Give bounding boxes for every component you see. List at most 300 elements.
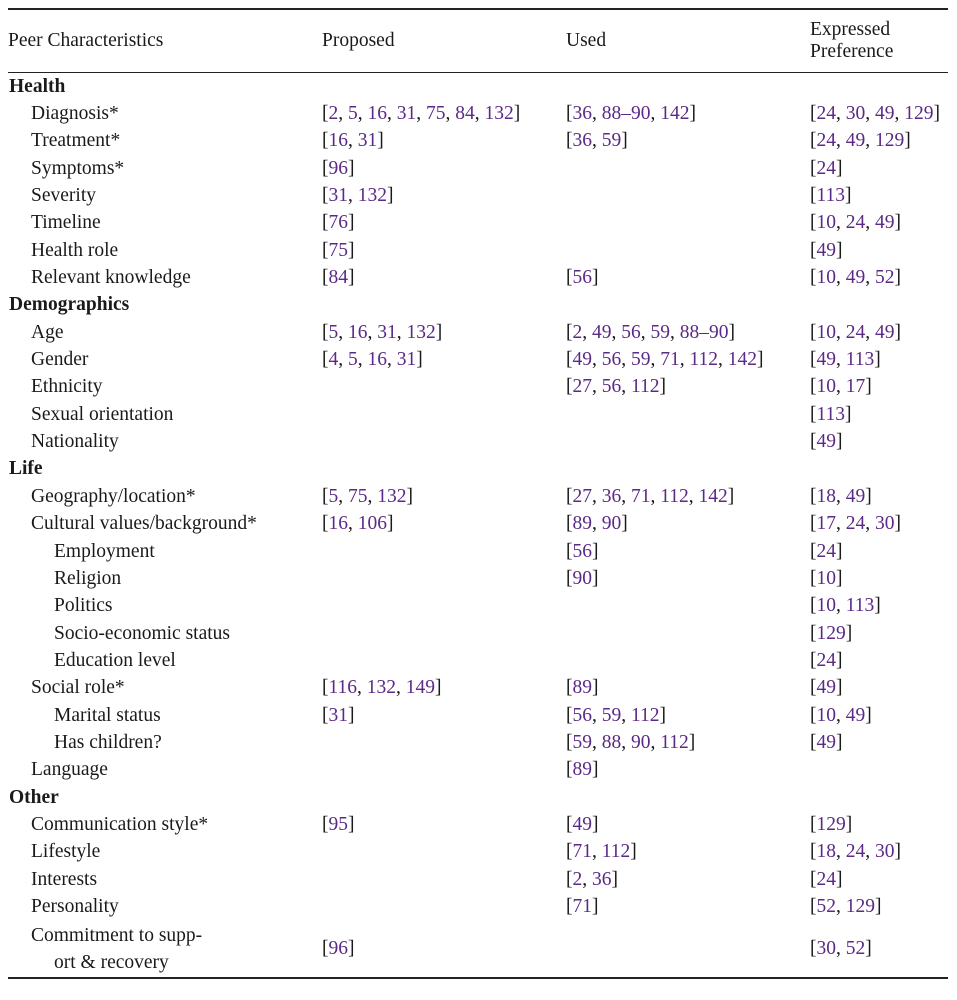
bracket-close: ] xyxy=(377,130,384,152)
bracket-close: ] xyxy=(630,841,637,863)
header-characteristic: Peer Characteristics xyxy=(8,30,164,51)
bracket-close: ] xyxy=(659,704,667,726)
reference-link[interactable]: 84 xyxy=(328,267,348,289)
reference-link[interactable]: 4 xyxy=(328,349,339,371)
table-body xyxy=(8,73,948,977)
reference-link[interactable]: 88 xyxy=(601,731,622,753)
separator: , xyxy=(387,103,397,125)
bracket-open: [ xyxy=(322,157,329,179)
bracket-close: ] xyxy=(845,403,852,425)
bracket-close: ] xyxy=(416,349,423,371)
expressed-citations xyxy=(810,866,948,893)
reference-link[interactable]: 59 xyxy=(601,130,622,152)
reference-link[interactable]: 129 xyxy=(875,130,905,152)
reference-link[interactable]: 52 xyxy=(845,937,866,959)
reference-link[interactable]: 89 xyxy=(572,759,592,781)
reference-link[interactable]: 31 xyxy=(377,321,397,343)
bracket-open: [ xyxy=(566,704,573,726)
reference-link[interactable]: 132 xyxy=(366,677,397,699)
reference-link[interactable]: 132 xyxy=(406,321,436,343)
reference-link[interactable]: 36 xyxy=(572,130,592,152)
proposed-citations xyxy=(322,757,566,784)
expressed-citations xyxy=(810,319,948,346)
reference-link[interactable]: 2 xyxy=(572,321,583,343)
bracket-open: [ xyxy=(810,431,817,453)
expressed-citations xyxy=(810,155,948,182)
reference-link[interactable]: 142 xyxy=(660,103,690,125)
table-row xyxy=(8,538,948,565)
separator: , xyxy=(621,485,631,507)
header-proposed: Proposed xyxy=(322,30,395,51)
reference-link[interactable]: 30 xyxy=(875,841,895,863)
separator: , xyxy=(592,731,602,753)
reference-link[interactable]: 112 xyxy=(631,704,660,726)
bracket-close: ] xyxy=(836,731,843,753)
proposed-citations xyxy=(322,811,566,838)
bracket-close: ] xyxy=(592,813,599,835)
expressed-citations xyxy=(810,182,948,209)
bracket-close: ] xyxy=(348,813,355,835)
reference-link[interactable]: 56 xyxy=(621,321,641,343)
reference-link[interactable]: 56 xyxy=(572,540,592,562)
reference-link[interactable]: 18 xyxy=(816,841,836,863)
bracket-open: [ xyxy=(566,567,573,589)
reference-link[interactable]: 10 xyxy=(816,376,836,398)
expressed-citations xyxy=(810,538,948,565)
separator: , xyxy=(836,895,846,917)
reference-link[interactable]: 84 xyxy=(455,103,475,125)
used-citations xyxy=(566,483,810,510)
table-row xyxy=(8,647,948,674)
bracket-close: ] xyxy=(894,212,901,234)
reference-link[interactable]: 49 xyxy=(816,431,836,453)
reference-link[interactable]: 2 xyxy=(328,103,339,125)
separator: , xyxy=(592,376,602,398)
reference-link[interactable]: 5 xyxy=(348,103,358,125)
separator: , xyxy=(650,103,661,125)
header-expressed-preference: Expressed Preference xyxy=(810,19,894,62)
reference-link[interactable]: 49 xyxy=(845,704,866,726)
reference-link[interactable]: 10 xyxy=(816,567,836,589)
characteristic-label: Relevant knowledge xyxy=(31,267,191,289)
table-row xyxy=(8,100,948,127)
proposed-citations xyxy=(322,675,566,702)
expressed-citations xyxy=(810,264,948,291)
reference-link[interactable]: 90 xyxy=(601,513,622,535)
proposed-citations xyxy=(322,483,566,510)
reference-link[interactable]: 27 xyxy=(572,376,592,398)
separator: , xyxy=(865,513,875,535)
bracket-open: [ xyxy=(322,813,329,835)
reference-link[interactable]: 24 xyxy=(845,841,866,863)
bracket-close: ] xyxy=(894,321,901,343)
proposed-citations xyxy=(322,893,566,920)
proposed-citations xyxy=(322,511,566,538)
bracket-close: ] xyxy=(513,103,521,125)
expressed-citations xyxy=(810,100,948,127)
reference-link[interactable]: 75 xyxy=(328,239,348,261)
reference-link[interactable]: 36 xyxy=(601,485,622,507)
reference-link[interactable]: 24 xyxy=(845,212,866,234)
reference-link[interactable]: 71 xyxy=(660,349,680,371)
reference-link[interactable]: 106 xyxy=(357,513,387,535)
reference-link[interactable]: 89 xyxy=(572,513,592,535)
proposed-citations xyxy=(322,346,566,373)
separator: , xyxy=(592,485,602,507)
expressed-citations xyxy=(810,757,948,784)
expressed-citations xyxy=(810,401,948,428)
reference-link[interactable]: 96 xyxy=(328,157,348,179)
reference-link[interactable]: 18 xyxy=(816,485,836,507)
reference-link[interactable]: 89 xyxy=(572,677,592,699)
reference-link[interactable]: 88–90 xyxy=(601,103,651,125)
separator: , xyxy=(348,130,358,152)
reference-link[interactable]: 49 xyxy=(572,349,592,371)
reference-link[interactable]: 10 xyxy=(816,212,836,234)
reference-link[interactable]: 27 xyxy=(572,485,592,507)
reference-link[interactable]: 112 xyxy=(660,731,689,753)
proposed-citations xyxy=(322,729,566,756)
separator: , xyxy=(338,349,348,371)
reference-link[interactable]: 95 xyxy=(328,813,348,835)
separator: , xyxy=(367,485,378,507)
reference-link[interactable]: 88–90 xyxy=(679,321,729,343)
separator: , xyxy=(582,868,592,890)
reference-link[interactable]: 10 xyxy=(816,267,836,289)
characteristic-label: Ethnicity xyxy=(31,376,103,398)
reference-link[interactable]: 16 xyxy=(328,513,348,535)
characteristic-label: Education level xyxy=(54,649,176,671)
bottom-rule xyxy=(8,977,948,979)
bracket-open: [ xyxy=(322,349,329,371)
bracket-close: ] xyxy=(406,485,413,507)
bracket-open: [ xyxy=(566,540,573,562)
bracket-close: ] xyxy=(592,267,599,289)
expressed-citations xyxy=(810,374,948,401)
bracket-open: [ xyxy=(322,103,329,125)
reference-link[interactable]: 24 xyxy=(816,540,836,562)
reference-link[interactable]: 30 xyxy=(816,937,836,959)
reference-link[interactable]: 49 xyxy=(845,485,866,507)
separator: , xyxy=(679,349,690,371)
reference-link[interactable]: 24 xyxy=(816,103,836,125)
reference-link[interactable]: 71 xyxy=(572,895,592,917)
reference-link[interactable]: 113 xyxy=(816,403,846,425)
section-heading: Life xyxy=(9,458,43,480)
bracket-open: [ xyxy=(566,513,573,535)
used-citations xyxy=(566,100,810,127)
table-body-wrap xyxy=(8,73,948,977)
proposed-citations xyxy=(322,401,566,428)
reference-link[interactable]: 16 xyxy=(348,321,368,343)
reference-link[interactable]: 31 xyxy=(357,130,378,152)
reference-link[interactable]: 16 xyxy=(328,130,348,152)
reference-link[interactable]: 24 xyxy=(816,649,836,671)
table-row xyxy=(8,511,948,538)
bracket-close: ] xyxy=(348,704,355,726)
reference-link[interactable]: 24 xyxy=(845,513,866,535)
separator: , xyxy=(416,103,426,125)
reference-link[interactable]: 71 xyxy=(572,841,592,863)
bracket-close: ] xyxy=(845,622,853,644)
reference-link[interactable]: 112 xyxy=(660,485,689,507)
expressed-citations xyxy=(810,729,948,756)
bracket-close: ] xyxy=(757,349,764,371)
expressed-citations xyxy=(810,346,948,373)
used-citations xyxy=(566,401,810,428)
separator: , xyxy=(338,321,348,343)
reference-link[interactable]: 10 xyxy=(816,595,836,617)
reference-link[interactable]: 112 xyxy=(631,376,660,398)
expressed-citations xyxy=(810,921,948,977)
reference-link[interactable]: 49 xyxy=(816,677,836,699)
bracket-open: [ xyxy=(322,212,329,234)
reference-link[interactable]: 24 xyxy=(816,157,836,179)
bracket-open: [ xyxy=(566,130,573,152)
bracket-open: [ xyxy=(810,485,817,507)
bracket-open: [ xyxy=(566,841,573,863)
reference-link[interactable]: 75 xyxy=(348,485,368,507)
bracket-open: [ xyxy=(810,513,817,535)
bracket-close: ] xyxy=(611,868,618,890)
proposed-citations xyxy=(322,538,566,565)
reference-link[interactable]: 112 xyxy=(601,841,631,863)
separator: , xyxy=(836,704,846,726)
reference-link[interactable]: 49 xyxy=(875,321,895,343)
characteristic-label: Language xyxy=(31,759,108,781)
separator: , xyxy=(621,349,631,371)
separator: , xyxy=(396,321,407,343)
reference-link[interactable]: 113 xyxy=(845,595,875,617)
bracket-close: ] xyxy=(894,267,901,289)
table-row xyxy=(8,839,948,866)
bracket-open: [ xyxy=(810,677,817,699)
reference-link[interactable]: 31 xyxy=(328,185,348,207)
reference-link[interactable]: 76 xyxy=(328,212,348,234)
proposed-citations xyxy=(322,839,566,866)
reference-link[interactable]: 56 xyxy=(601,376,622,398)
separator: , xyxy=(836,267,846,289)
reference-link[interactable]: 132 xyxy=(377,485,407,507)
reference-link[interactable]: 142 xyxy=(727,349,758,371)
bracket-open: [ xyxy=(566,103,573,125)
bracket-close: ] xyxy=(836,239,843,261)
reference-link[interactable]: 129 xyxy=(816,813,846,835)
separator: , xyxy=(621,704,631,726)
reference-link[interactable]: 24 xyxy=(816,130,836,152)
bracket-close: ] xyxy=(845,185,852,207)
reference-link[interactable]: 59 xyxy=(572,731,592,753)
used-citations xyxy=(566,428,810,455)
reference-link[interactable]: 116 xyxy=(328,677,358,699)
bracket-open: [ xyxy=(566,267,573,289)
used-citations xyxy=(566,729,810,756)
reference-link[interactable]: 71 xyxy=(631,485,651,507)
used-citations xyxy=(566,565,810,592)
proposed-citations xyxy=(322,565,566,592)
bracket-close: ] xyxy=(621,513,628,535)
table-row xyxy=(8,428,948,455)
bracket-open: [ xyxy=(566,895,573,917)
reference-link[interactable]: 112 xyxy=(689,349,719,371)
reference-link[interactable]: 24 xyxy=(816,868,836,890)
proposed-citations xyxy=(322,620,566,647)
reference-link[interactable]: 52 xyxy=(875,267,895,289)
reference-link[interactable]: 49 xyxy=(875,103,895,125)
peer-characteristics-table-container xyxy=(8,8,948,979)
table-row xyxy=(8,866,948,893)
bracket-open: [ xyxy=(566,759,573,781)
reference-link[interactable]: 59 xyxy=(650,321,670,343)
characteristic-label: Symptoms* xyxy=(31,157,125,179)
reference-link[interactable]: 49 xyxy=(592,321,612,343)
reference-link[interactable]: 96 xyxy=(328,937,348,959)
bracket-close: ] xyxy=(592,759,599,781)
section-row xyxy=(8,456,948,483)
reference-link[interactable]: 129 xyxy=(845,895,875,917)
separator: , xyxy=(367,321,378,343)
reference-link[interactable]: 5 xyxy=(328,321,339,343)
bracket-close: ] xyxy=(592,567,599,589)
bracket-open: [ xyxy=(810,130,817,152)
separator: , xyxy=(650,731,661,753)
expressed-citations xyxy=(810,675,948,702)
table-row xyxy=(8,729,948,756)
reference-link[interactable]: 10 xyxy=(816,321,836,343)
proposed-citations xyxy=(322,319,566,346)
section-heading: Demographics xyxy=(9,294,130,316)
reference-link[interactable]: 17 xyxy=(845,376,866,398)
reference-link[interactable]: 132 xyxy=(357,185,387,207)
bracket-open: [ xyxy=(810,567,817,589)
expressed-citations xyxy=(810,565,948,592)
reference-link[interactable]: 30 xyxy=(875,513,895,535)
characteristic-label: Sexual orientation xyxy=(31,403,174,425)
bracket-open: [ xyxy=(566,813,573,835)
proposed-citations xyxy=(322,866,566,893)
separator: , xyxy=(865,841,875,863)
reference-link[interactable]: 129 xyxy=(904,103,934,125)
bracket-open: [ xyxy=(322,185,329,207)
reference-link[interactable]: 17 xyxy=(816,513,836,535)
reference-link[interactable]: 10 xyxy=(816,704,836,726)
bracket-close: ] xyxy=(894,513,901,535)
reference-link[interactable]: 30 xyxy=(845,103,866,125)
reference-link[interactable]: 90 xyxy=(572,567,592,589)
reference-link[interactable]: 149 xyxy=(405,677,436,699)
reference-link[interactable]: 49 xyxy=(845,267,866,289)
reference-link[interactable]: 75 xyxy=(426,103,446,125)
used-citations xyxy=(566,155,810,182)
used-citations xyxy=(566,182,810,209)
reference-link[interactable]: 36 xyxy=(572,103,592,125)
bracket-close: ] xyxy=(435,677,442,699)
reference-link[interactable]: 49 xyxy=(875,212,895,234)
characteristic-label: Lifestyle xyxy=(31,841,101,863)
separator: , xyxy=(445,103,456,125)
characteristic-label: Politics xyxy=(54,595,113,617)
reference-link[interactable]: 31 xyxy=(328,704,348,726)
separator: , xyxy=(621,376,631,398)
used-citations xyxy=(566,511,810,538)
proposed-citations xyxy=(322,128,566,155)
characteristic-label: Timeline xyxy=(31,212,101,234)
bracket-close: ] xyxy=(836,431,843,453)
table-row xyxy=(8,210,948,237)
bracket-close: ] xyxy=(348,212,355,234)
reference-link[interactable]: 129 xyxy=(816,622,846,644)
bracket-open: [ xyxy=(322,321,329,343)
bracket-close: ] xyxy=(727,485,735,507)
proposed-citations xyxy=(322,237,566,264)
separator: , xyxy=(836,841,846,863)
reference-link[interactable]: 59 xyxy=(601,704,622,726)
separator: , xyxy=(836,349,846,371)
reference-link[interactable]: 49 xyxy=(816,239,836,261)
proposed-citations xyxy=(322,155,566,182)
separator: , xyxy=(611,321,622,343)
reference-link[interactable]: 90 xyxy=(631,731,651,753)
reference-link[interactable]: 59 xyxy=(631,349,651,371)
reference-link[interactable]: 16 xyxy=(367,349,387,371)
reference-link[interactable]: 5 xyxy=(348,349,358,371)
characteristic-label: Nationality xyxy=(31,431,119,453)
reference-link[interactable]: 49 xyxy=(816,731,836,753)
reference-link[interactable]: 49 xyxy=(572,813,592,835)
bracket-close: ] xyxy=(688,731,696,753)
reference-link[interactable]: 2 xyxy=(572,868,583,890)
separator: , xyxy=(865,212,875,234)
separator: , xyxy=(338,485,348,507)
reference-link[interactable]: 5 xyxy=(328,485,339,507)
reference-link[interactable]: 16 xyxy=(367,103,387,125)
reference-link[interactable]: 36 xyxy=(592,868,612,890)
separator: , xyxy=(718,349,728,371)
used-citations xyxy=(566,702,810,729)
proposed-citations xyxy=(322,264,566,291)
bracket-open: [ xyxy=(322,130,329,152)
bracket-open: [ xyxy=(810,937,817,959)
reference-link[interactable]: 49 xyxy=(845,130,866,152)
reference-link[interactable]: 142 xyxy=(698,485,728,507)
bracket-close: ] xyxy=(933,103,940,125)
characteristic-label: Diagnosis* xyxy=(31,103,119,125)
reference-link[interactable]: 52 xyxy=(816,895,836,917)
separator: , xyxy=(650,349,661,371)
reference-link[interactable]: 24 xyxy=(845,321,866,343)
reference-link[interactable]: 31 xyxy=(396,103,417,125)
reference-link[interactable]: 56 xyxy=(601,349,622,371)
reference-link[interactable]: 56 xyxy=(572,704,592,726)
table-row xyxy=(8,565,948,592)
reference-link[interactable]: 56 xyxy=(572,267,592,289)
proposed-citations xyxy=(322,100,566,127)
reference-link[interactable]: 113 xyxy=(816,185,846,207)
table-row xyxy=(8,128,948,155)
table-row xyxy=(8,264,948,291)
bracket-close: ] xyxy=(348,267,355,289)
reference-link[interactable]: 113 xyxy=(845,349,875,371)
bracket-open: [ xyxy=(810,185,817,207)
bracket-close: ] xyxy=(865,704,872,726)
characteristic-label: Health role xyxy=(31,239,119,261)
separator: , xyxy=(592,349,602,371)
expressed-citations xyxy=(810,428,948,455)
reference-link[interactable]: 132 xyxy=(484,103,514,125)
reference-link[interactable]: 31 xyxy=(396,349,417,371)
reference-link[interactable]: 49 xyxy=(816,349,836,371)
used-citations xyxy=(566,620,810,647)
